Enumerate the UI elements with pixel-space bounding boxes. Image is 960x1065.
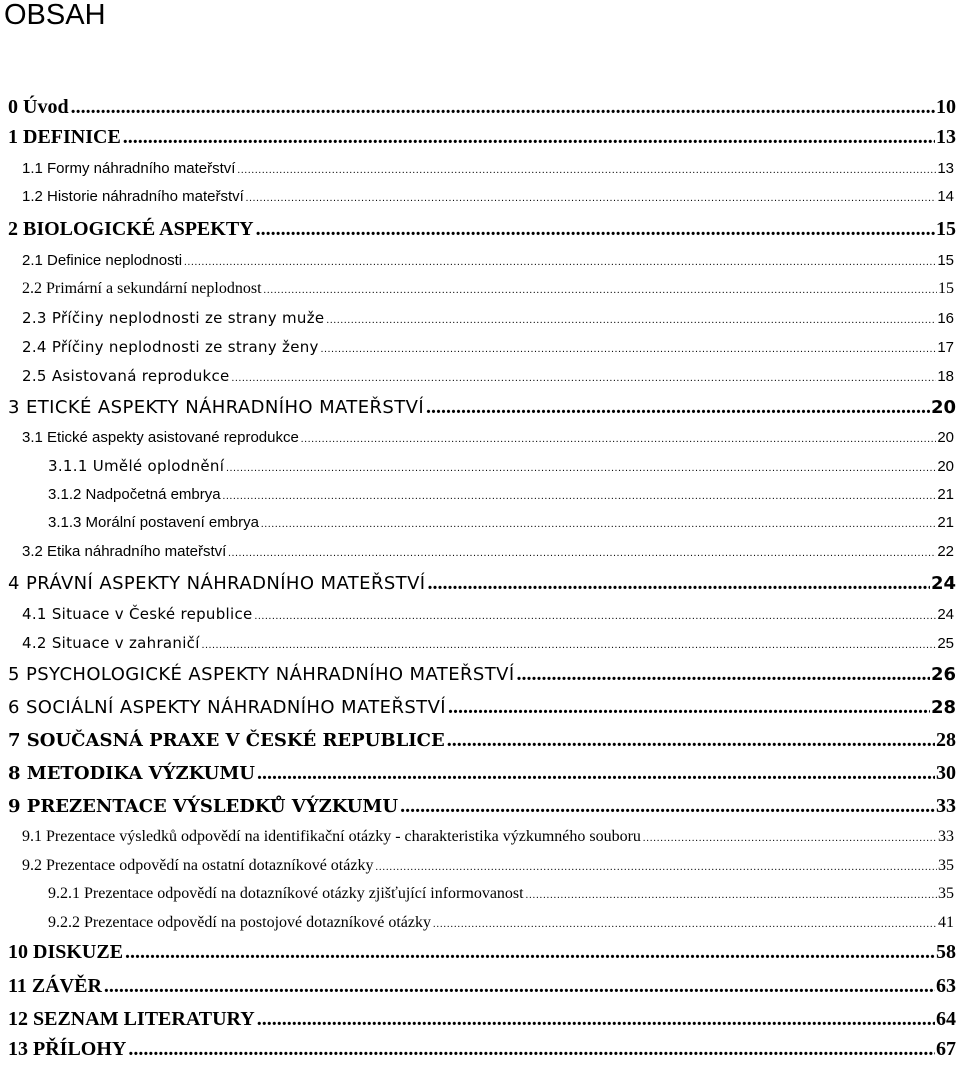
dot-leader <box>256 218 935 241</box>
toc-entry-label: 3.1.1 Umělé oplodnění <box>48 457 225 475</box>
toc-entry-page: 16 <box>937 310 954 327</box>
dot-leader <box>71 96 935 119</box>
toc-entry-label: 3.1.3 Morální postavení embrya <box>48 514 259 531</box>
toc-entry[interactable] <box>22 280 954 298</box>
toc-entry-label: 9.2.1 Prezentace odpovědí na dotazníkové otázky zjišťující informovanost <box>48 885 524 902</box>
toc-entry[interactable] <box>22 309 954 327</box>
dot-leader <box>426 396 930 419</box>
toc-entry-label: 2.3 Příčiny neplodnosti ze strany muže <box>22 309 325 327</box>
toc-entry-page: 21 <box>937 514 954 531</box>
toc-entry-label: 3 ETICKÉ ASPEKTY NÁHRADNÍHO MATEŘSTVÍ <box>8 397 425 418</box>
toc-entry-page: 15 <box>937 252 954 269</box>
toc-entry-page: 14 <box>937 188 954 205</box>
toc-entry[interactable] <box>8 1008 956 1031</box>
toc-entry-page: 18 <box>937 368 954 385</box>
toc-entry[interactable] <box>8 1038 956 1061</box>
toc-entry[interactable] <box>8 795 956 818</box>
toc-entry[interactable] <box>48 885 954 903</box>
toc-entry-page: 41 <box>938 914 954 931</box>
dot-leader <box>226 463 936 474</box>
toc-entry-label: 3.2 Etika náhradního mateřství <box>22 543 227 560</box>
toc-entry-label: 2.4 Příčiny neplodnosti ze strany ženy <box>22 338 319 356</box>
dot-leader <box>517 663 930 686</box>
dot-leader <box>246 193 937 204</box>
dot-leader <box>264 285 937 296</box>
toc-entry-label: 9.2.2 Prezentace odpovědí na postojové dotazníkové otázky <box>48 914 431 931</box>
dot-leader <box>228 548 936 559</box>
toc-entry-page: 20 <box>937 429 954 446</box>
toc-entry-page: 13 <box>936 126 956 148</box>
toc-entry[interactable] <box>8 126 956 149</box>
toc-entry[interactable] <box>8 696 956 719</box>
toc-entry-page: 15 <box>936 218 956 240</box>
toc-entry[interactable] <box>8 396 956 419</box>
toc-entry[interactable] <box>22 857 954 875</box>
dot-leader <box>202 640 937 651</box>
toc-entry[interactable] <box>22 338 954 356</box>
toc-entry[interactable] <box>8 218 956 241</box>
toc-entry-label: 10 DISKUZE <box>8 941 124 963</box>
toc-entry-label: 0 Úvod <box>8 96 69 118</box>
dot-leader <box>237 165 936 176</box>
toc-entry-page: 13 <box>937 160 954 177</box>
toc-entry-page: 21 <box>937 486 954 503</box>
toc-entry-label: 9.1 Prezentace výsledků odpovědí na identifikační otázky - charakteristika výzkumného souboru <box>22 828 641 845</box>
toc-entry-label: 2.1 Definice neplodnosti <box>22 252 183 269</box>
toc-entry-label: 1.1 Formy náhradního mateřství <box>22 160 236 177</box>
dot-leader <box>261 519 936 530</box>
dot-leader <box>428 572 930 595</box>
dot-leader <box>326 315 936 326</box>
toc-entry[interactable] <box>8 762 956 785</box>
toc-entry-page: 10 <box>936 96 956 118</box>
toc-entry-label: 5 PSYCHOLOGICKÉ ASPEKTY NÁHRADNÍHO MATEŘSTVÍ <box>8 664 515 685</box>
toc-entry-label: 9.2 Prezentace odpovědí na ostatní dotazníkové otázky <box>22 857 374 874</box>
toc-entry[interactable] <box>48 486 954 503</box>
toc-entry[interactable] <box>48 914 954 932</box>
dot-leader <box>104 975 935 998</box>
toc-entry-label: 8 METODIKA VÝZKUMU <box>8 763 255 784</box>
toc-entry-page: 22 <box>937 543 954 560</box>
toc-entry-page: 64 <box>936 1008 956 1030</box>
toc-entry-label: 6 SOCIÁLNÍ ASPEKTY NÁHRADNÍHO MATEŘSTVÍ <box>8 697 446 718</box>
toc-entry-page: 28 <box>936 729 956 751</box>
dot-leader <box>643 833 937 844</box>
toc-entry-label: 1 DEFINICE <box>8 126 121 148</box>
toc-entry[interactable] <box>8 663 956 686</box>
toc-entry-label: 4.1 Situace v České republice <box>22 605 253 623</box>
dot-leader <box>125 941 935 964</box>
dot-leader <box>400 795 935 818</box>
toc-entry-label: 3.1 Etické aspekty asistované reprodukce <box>22 429 299 446</box>
dot-leader <box>232 373 937 384</box>
toc-entry-page: 26 <box>930 664 956 685</box>
toc-entry-label: 7 SOUČASNÁ PRAXE V ČESKÉ REPUBLICE <box>8 730 445 751</box>
toc-entry-page: 30 <box>936 762 956 784</box>
toc-entry-label: 4.2 Situace v zahraničí <box>22 634 200 652</box>
toc-entry-page: 67 <box>936 1038 956 1060</box>
toc-entry-label: 3.1.2 Nadpočetná embrya <box>48 486 221 503</box>
toc-entry-page: 15 <box>938 280 954 297</box>
toc-entry[interactable] <box>22 828 954 846</box>
toc-entry[interactable] <box>22 429 954 446</box>
dot-leader <box>301 434 936 445</box>
toc-entry-label: 1.2 Historie náhradního mateřství <box>22 188 244 205</box>
toc-entry[interactable] <box>22 634 954 652</box>
toc-entry-page: 35 <box>938 857 954 874</box>
toc-entry-label: 4 PRÁVNÍ ASPEKTY NÁHRADNÍHO MATEŘSTVÍ <box>8 573 426 594</box>
dot-leader <box>255 611 937 622</box>
toc-entry-page: 20 <box>930 397 956 418</box>
dot-leader <box>257 1008 935 1031</box>
toc-entry[interactable] <box>22 252 954 269</box>
dot-leader <box>448 696 930 719</box>
toc-entry[interactable] <box>48 457 954 475</box>
toc-entry-label: 9 PREZENTACE VÝSLEDKŮ VÝZKUMU <box>8 796 399 817</box>
dot-leader <box>184 257 936 268</box>
dot-leader <box>128 1038 935 1061</box>
toc-entry-label: 13 PŘÍLOHY <box>8 1038 127 1060</box>
toc-entry[interactable] <box>8 975 956 998</box>
dot-leader <box>433 919 937 930</box>
toc-entry-page: 35 <box>938 885 954 902</box>
toc-entry-page: 28 <box>930 697 956 718</box>
dot-leader <box>123 126 935 149</box>
toc-entry-label: 2 BIOLOGICKÉ ASPEKTY <box>8 218 254 240</box>
toc-entry[interactable] <box>8 941 956 964</box>
toc-entry-label: 11 ZÁVĚR <box>8 975 102 997</box>
toc-entry[interactable] <box>22 188 954 205</box>
toc-entry[interactable] <box>48 514 954 531</box>
toc-entry[interactable] <box>8 572 956 595</box>
toc-entry-label: 2.2 Primární a sekundární neplodnost <box>22 280 262 297</box>
dot-leader <box>223 491 937 502</box>
toc-entry[interactable] <box>22 160 954 177</box>
toc-entry-page: 20 <box>937 458 954 475</box>
toc-entry[interactable] <box>22 543 954 560</box>
toc-entry-label: 12 SEZNAM LITERATURY <box>8 1008 255 1030</box>
dot-leader <box>447 729 935 752</box>
dot-leader <box>375 862 937 873</box>
toc-entry-page: 33 <box>936 795 956 817</box>
toc-entry[interactable] <box>8 729 956 752</box>
toc-entry-page: 63 <box>936 975 956 997</box>
toc-entry-page: 33 <box>938 828 954 845</box>
toc-entry[interactable] <box>22 605 954 623</box>
toc-entry-page: 58 <box>936 941 956 963</box>
dot-leader <box>257 762 935 785</box>
page-title: OBSAH <box>4 0 106 31</box>
toc-entry-page: 17 <box>937 339 954 356</box>
toc-entry-page: 25 <box>937 635 954 652</box>
dot-leader <box>526 890 937 901</box>
toc-entry[interactable] <box>8 96 956 119</box>
toc-entry-page: 24 <box>930 573 956 594</box>
toc-entry[interactable] <box>22 367 954 385</box>
toc-entry-label: 2.5 Asistovaná reprodukce <box>22 367 230 385</box>
dot-leader <box>321 344 937 355</box>
toc-entry-page: 24 <box>937 606 954 623</box>
